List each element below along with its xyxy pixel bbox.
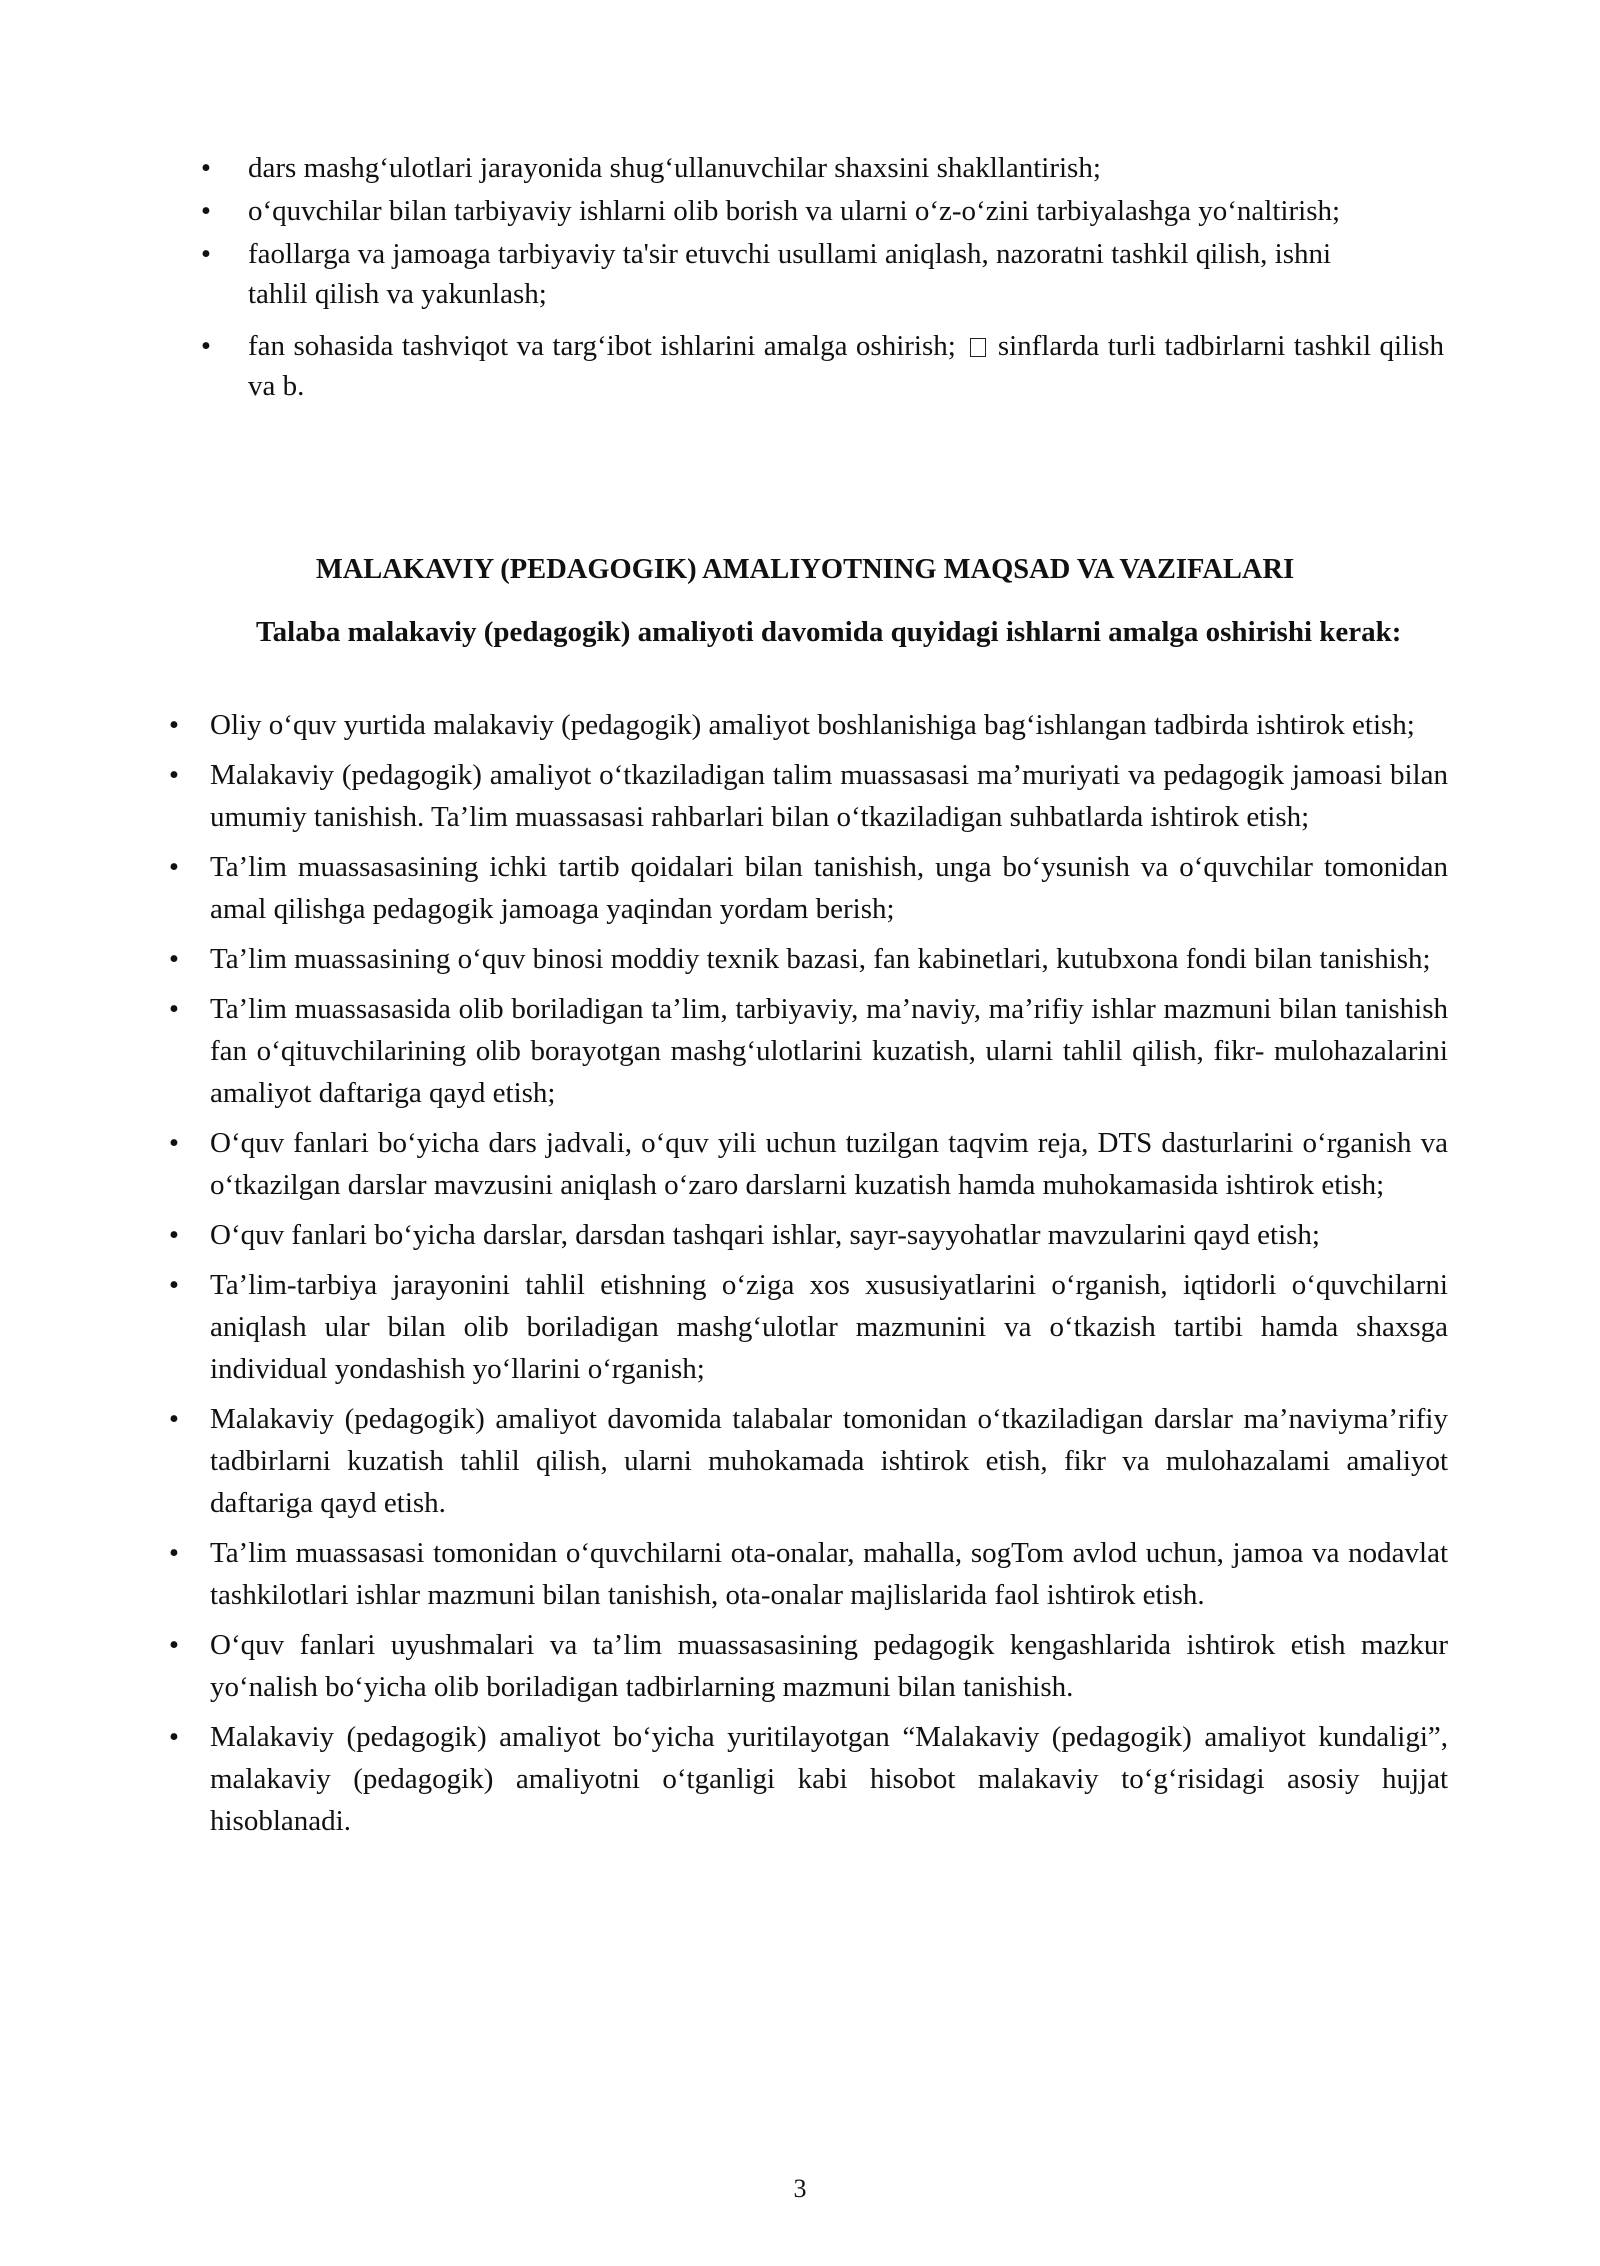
bullet-icon: • xyxy=(168,759,180,791)
bullet-icon: • xyxy=(168,851,180,883)
list-item xyxy=(160,1398,1448,1524)
bullet-icon: • xyxy=(200,195,212,227)
bullet-icon: • xyxy=(168,993,180,1025)
bullet-icon: • xyxy=(168,1403,180,1435)
list-item-text: fan sohasida tashviqot va targ‘ibot ishlarini amalga oshirish; xyxy=(248,330,956,362)
list-item xyxy=(160,704,1448,746)
list-item xyxy=(160,1214,1448,1256)
list-item-text: dars mashg‘ulotlari jarayonida shug‘ullanuvchilar shaxsini shakllantirish; xyxy=(248,152,1101,184)
intro-paragraph xyxy=(156,612,1448,652)
page-number: 3 xyxy=(793,2174,807,2203)
bullet-icon: • xyxy=(168,1269,180,1301)
section-heading: MALAKAVIY (PEDAGOGIK) AMALIYOTNING MAQSAD VA VAZIFALARI xyxy=(315,554,1295,585)
bullet-icon: • xyxy=(168,709,180,741)
list-item xyxy=(160,846,1448,930)
list-item xyxy=(196,234,1444,314)
list-item-text: O‘quv fanlari bo‘yicha darslar, darsdan tashqari ishlar, sayr-sayyohatlar mavzularini qayd etish; xyxy=(210,1219,1320,1251)
list-item-text: faollarga va jamoaga tarbiyaviy ta'sir etuvchi usullami aniqlash, nazoratni tashkil qilish, ishni xyxy=(248,238,1332,270)
list-item-text-after: sinflarda turli tadbirlarni tashkil qilish va b. xyxy=(248,330,1444,402)
missing-glyph-box-icon xyxy=(970,338,986,357)
list-item xyxy=(160,754,1448,838)
list-item-text: Ta’lim muassasining o‘quv binosi moddiy texnik bazasi, fan kabinetlari, kutubxona fondi bilan tanishish; xyxy=(210,943,1431,975)
list-item xyxy=(160,1264,1448,1390)
list-item-text: o‘quvchilar bilan tarbiyaviy ishlarni olib borish va ularni o‘z-o‘zini tarbiyalashga yo‘naltirish; xyxy=(248,195,1341,227)
list-item xyxy=(160,1624,1448,1708)
list-item-text: Ta’lim muassasasi tomonidan o‘quvchilarni ota-onalar, mahalla, sogTom avlod uchun, jamoa va nodavlat tashkilotlari ishlar mazmuni bilan tanishish, ota-onalar majlislarida faol ishtirok etish. xyxy=(210,1537,1448,1611)
bullet-icon: • xyxy=(168,943,180,975)
list-item xyxy=(196,148,1444,188)
bullet-icon: • xyxy=(168,1721,180,1753)
list-item xyxy=(160,1532,1448,1616)
bullet-icon: • xyxy=(168,1219,180,1251)
list-item xyxy=(196,326,1444,406)
intro-text: Talaba malakaviy (pedagogik) amaliyoti davomida quyidagi ishlarni amalga oshirishi kerak: xyxy=(256,616,1402,648)
duties-list xyxy=(196,148,1444,409)
list-item-text: Oliy o‘quv yurtida malakaviy (pedagogik) amaliyot boshlanishiga bag‘ishlangan tadbirda ishtirok etish; xyxy=(210,709,1415,741)
list-item-text: Ta’lim muassasasida olib boriladigan ta’lim, tarbiyaviy, ma’naviy, ma’rifiy ishlar mazmuni bilan tanishish fan o‘qituvchilarining olib borayotgan mashg‘ulotlarini kuzatish, ularni tahlil qilish, fikr- mulohazalarini amaliyot daftariga qayd etish; xyxy=(210,993,1448,1109)
bullet-icon: • xyxy=(168,1127,180,1159)
list-item-text-continuation: tahlil qilish va yakunlash; xyxy=(248,278,547,310)
bullet-icon: • xyxy=(200,238,212,270)
list-item xyxy=(160,1716,1448,1842)
bullet-icon: • xyxy=(168,1537,180,1569)
list-item xyxy=(160,1122,1448,1206)
bullet-icon: • xyxy=(168,1629,180,1661)
list-item-text: Malakaviy (pedagogik) amaliyot davomida talabalar tomonidan o‘tkaziladigan darslar ma’naviyma’rifiy tadbirlarni kuzatish tahlil qilish, ularni muhokamada ishtirok etish, fikr va mulohazalami amaliyot daftariga qayd etish. xyxy=(210,1403,1448,1519)
list-item-text: Malakaviy (pedagogik) amaliyot o‘tkaziladigan talim muassasasi ma’muriyati va pedagogik jamoasi bilan umumiy tanishish. Ta’lim muassasasi rahbarlari bilan o‘tkaziladigan suhbatlarda ishtirok etish; xyxy=(210,759,1448,833)
tasks-list xyxy=(160,704,1448,1850)
bullet-icon: • xyxy=(200,152,212,184)
bullet-icon: • xyxy=(200,330,212,362)
list-item xyxy=(160,988,1448,1114)
list-item-text: O‘quv fanlari uyushmalari va ta’lim muassasasining pedagogik kengashlarida ishtirok etish mazkur yo‘nalish bo‘yicha olib boriladigan tadbirlarning mazmuni bilan tanishish. xyxy=(210,1629,1448,1703)
list-item-text: Ta’lim-tarbiya jarayonini tahlil etishning o‘ziga xos xususiyatlarini o‘rganish, iqtidorli o‘quvchilarni aniqlash ular bilan olib boriladigan mashg‘ulotlar mazmunini va o‘tkazish tartibi hamda shaxsga individual yondashish yo‘llarini o‘rganish; xyxy=(210,1269,1448,1385)
list-item-text: Malakaviy (pedagogik) amaliyot bo‘yicha yuritilayotgan “Malakaviy (pedagogik) amaliyot kundaligi”, malakaviy (pedagogik) amaliyotni o‘tganligi kabi hisobot malakaviy to‘g‘risidagi asosiy hujjat hisoblanadi. xyxy=(210,1721,1448,1837)
list-item-text: Ta’lim muassasasining ichki tartib qoidalari bilan tanishish, unga bo‘ysunish va o‘quvchilar tomonidan amal qilishga pedagogik jamoaga yaqindan yordam berish; xyxy=(210,851,1448,925)
list-item xyxy=(196,191,1444,231)
list-item-text: O‘quv fanlari bo‘yicha dars jadvali, o‘quv yili uchun tuzilgan taqvim reja, DTS dasturlarini o‘rganish va o‘tkazilgan darslar mavzusini aniqlash o‘zaro darslarni kuzatish hamda muhokamasida ishtirok etish; xyxy=(210,1127,1448,1201)
list-item xyxy=(160,938,1448,980)
